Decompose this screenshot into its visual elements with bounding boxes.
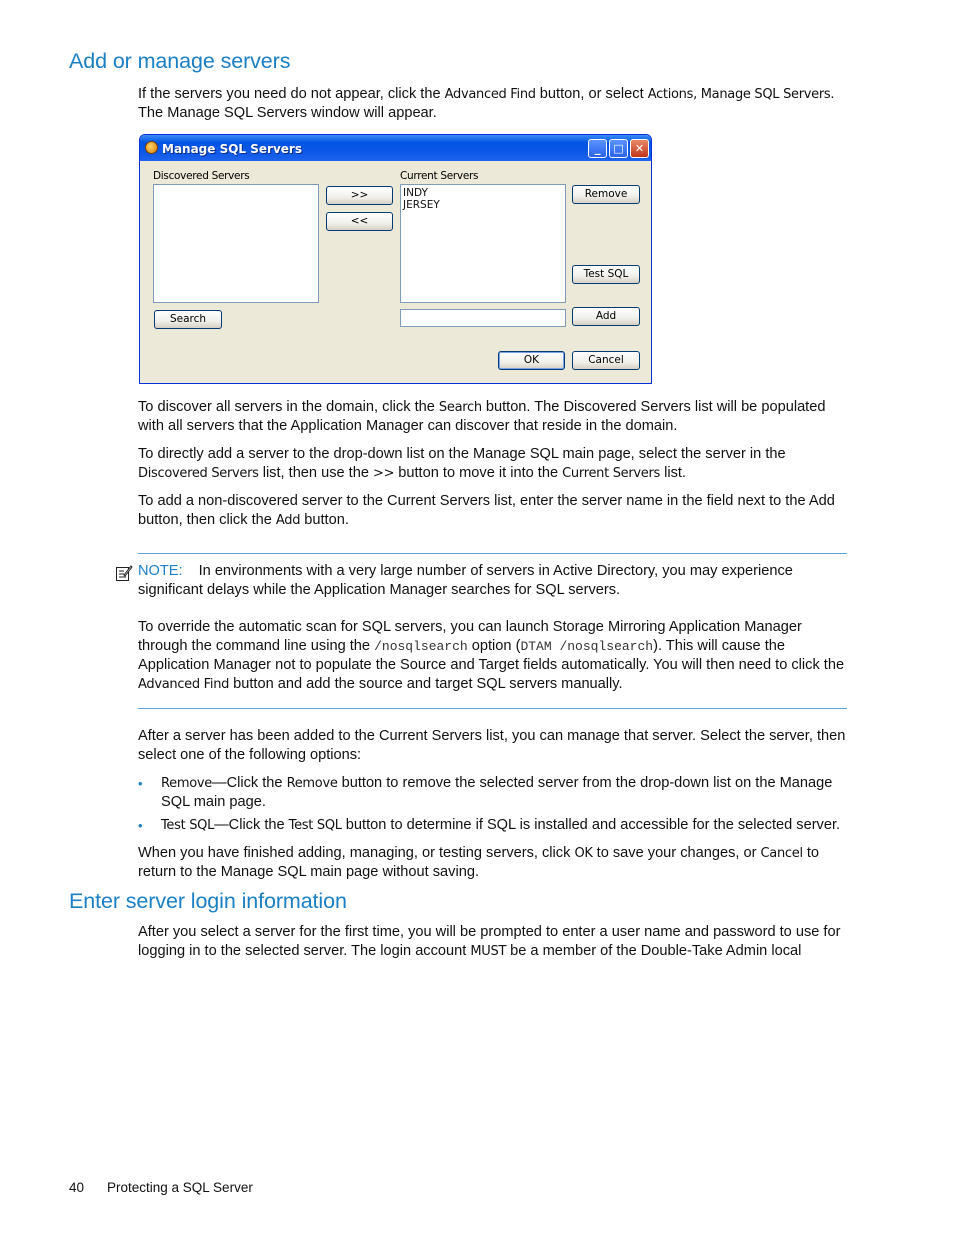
nondisc-text-2: button. <box>300 512 349 528</box>
discovered-servers-list[interactable] <box>153 184 319 303</box>
cancel-term: Cancel <box>760 846 803 861</box>
finish-text-2: to save your changes, or <box>592 845 761 861</box>
search-term: Search <box>438 400 482 415</box>
direct-text-3: button to move it into the <box>394 465 563 481</box>
note-label: NOTE: <box>138 563 183 579</box>
page-number: 40 <box>69 1180 85 1195</box>
add-button[interactable]: Add <box>572 307 640 326</box>
section-heading-add-servers: Add or manage servers <box>69 49 291 73</box>
note-bottom-rule <box>138 708 847 709</box>
search-paragraph <box>138 398 848 436</box>
discovered-servers-label: Discovered Servers <box>153 170 250 182</box>
login-paragraph <box>138 923 848 961</box>
cancel-button[interactable]: Cancel <box>572 351 640 370</box>
close-button[interactable] <box>630 139 649 158</box>
note-icon <box>115 564 133 582</box>
test-sql-term: Test SQL <box>161 818 215 833</box>
remove-term-2: Remove <box>286 776 338 791</box>
current-server-item[interactable]: JERSEY <box>403 199 440 211</box>
login-text-2: be a member of the Double-Take Admin local <box>506 943 802 959</box>
search-text-2: button. The Discovered Servers list will be populated with all servers that the Application Manager can discover that reside in the domain. <box>138 399 826 434</box>
add-term: Add <box>275 513 301 528</box>
finish-text-3: to return to the Manage SQL main page without saving. <box>138 845 820 880</box>
advanced-find-term-2: Advanced Find <box>138 677 230 692</box>
dialog-titlebar <box>140 135 651 161</box>
bullet-marker: • <box>138 818 143 833</box>
bullet-marker: • <box>138 776 143 791</box>
dialog-title: Manage SQL Servers <box>162 142 302 156</box>
minimize-button[interactable] <box>588 139 607 158</box>
note-top-rule <box>138 553 847 554</box>
arrows-term: >> <box>373 466 395 481</box>
app-icon <box>145 141 158 154</box>
test-sql-term-2: Test SQL <box>288 818 342 833</box>
add-server-name-input[interactable] <box>400 309 566 327</box>
dtam-command-code: DTAM /nosqlsearch <box>520 639 654 654</box>
direct-add-paragraph <box>138 445 848 483</box>
nondisc-text-1: To add a non-discovered server to the Current Servers list, enter the server name in the field next to the Add button, then click the <box>138 493 835 528</box>
maximize-button[interactable] <box>609 139 628 158</box>
test-sql-button[interactable]: Test SQL <box>572 265 640 284</box>
direct-text-4: list. <box>660 465 686 481</box>
override-text-2: option ( <box>467 638 521 654</box>
close-icon: ✕ <box>634 142 645 155</box>
minimize-icon: _ <box>594 141 601 155</box>
finish-text-1: When you have finished adding, managing, or testing servers, click <box>138 845 575 861</box>
override-text-1: To override the automatic scan for SQL servers, you can launch Storage Mirroring Application Manager through the command line using the <box>138 619 802 654</box>
intro-text-2: button, or select <box>535 86 648 102</box>
after-added-paragraph: After a server has been added to the Current Servers list, you can manage that server. Select the server, then select one of the following options: <box>138 728 846 763</box>
finish-paragraph <box>138 844 848 882</box>
remove-text-2: button to remove the selected server from the drop-down list on the Manage SQL main page. <box>161 775 833 810</box>
direct-text-1: To directly add a server to the drop-down list on the Manage SQL main page, select the server in the <box>138 446 786 462</box>
search-button[interactable]: Search <box>154 310 222 329</box>
bullet-test-sql <box>161 816 847 835</box>
search-text-1: To discover all servers in the domain, click the <box>138 399 439 415</box>
remove-button[interactable]: Remove <box>572 185 640 204</box>
advanced-find-term: Advanced Find <box>444 87 536 102</box>
move-left-button[interactable]: << <box>326 212 393 231</box>
discovered-servers-term: Discovered Servers <box>138 466 259 481</box>
maximize-icon: □ <box>613 142 624 155</box>
actions-menu-term: Actions, Manage SQL Servers <box>647 87 831 102</box>
note-override-paragraph <box>138 618 848 694</box>
remove-term: Remove <box>161 776 212 791</box>
direct-text-2: list, then use the <box>258 465 374 481</box>
ok-button[interactable]: OK <box>498 351 565 370</box>
current-servers-term: Current Servers <box>562 466 661 481</box>
must-term: MUST <box>470 944 507 959</box>
intro-paragraph <box>138 85 848 123</box>
test-sql-text-1: —Click the <box>214 817 289 833</box>
current-servers-label: Current Servers <box>400 170 479 182</box>
intro-text-1: If the servers you need do not appear, click the <box>138 86 445 102</box>
login-text-1: After you select a server for the first time, you will be prompted to enter a user name and password to use for logging in to the selected server. The login account <box>138 924 841 959</box>
ok-term: OK <box>574 846 593 861</box>
intro-text-3: . The Manage SQL Servers window will appear. <box>138 86 835 121</box>
override-text-4: button and add the source and target SQL servers manually. <box>229 676 623 692</box>
test-sql-text-2: button to determine if SQL is installed and accessible for the selected server. <box>341 817 841 833</box>
bullet-remove <box>161 774 847 812</box>
override-text-3: ). This will cause the Application Manager not to populate the Source and Target fields automatically. You will then need to click the <box>138 638 845 673</box>
current-servers-list[interactable] <box>400 184 566 303</box>
move-right-button[interactable]: >> <box>326 186 393 205</box>
current-server-item[interactable]: INDY <box>403 187 428 199</box>
non-discovered-paragraph <box>138 492 848 530</box>
manage-sql-servers-dialog <box>139 134 652 384</box>
remove-text-1: —Click the <box>211 775 287 791</box>
chapter-title: Protecting a SQL Server <box>107 1180 253 1195</box>
note-paragraph <box>138 562 848 600</box>
nosqlsearch-code: /nosqlsearch <box>374 639 468 654</box>
note-text: In environments with a very large number of servers in Active Directory, you may experience significant delays while the Application Manager searches for SQL servers. <box>138 563 793 598</box>
section-heading-login: Enter server login information <box>69 889 347 913</box>
